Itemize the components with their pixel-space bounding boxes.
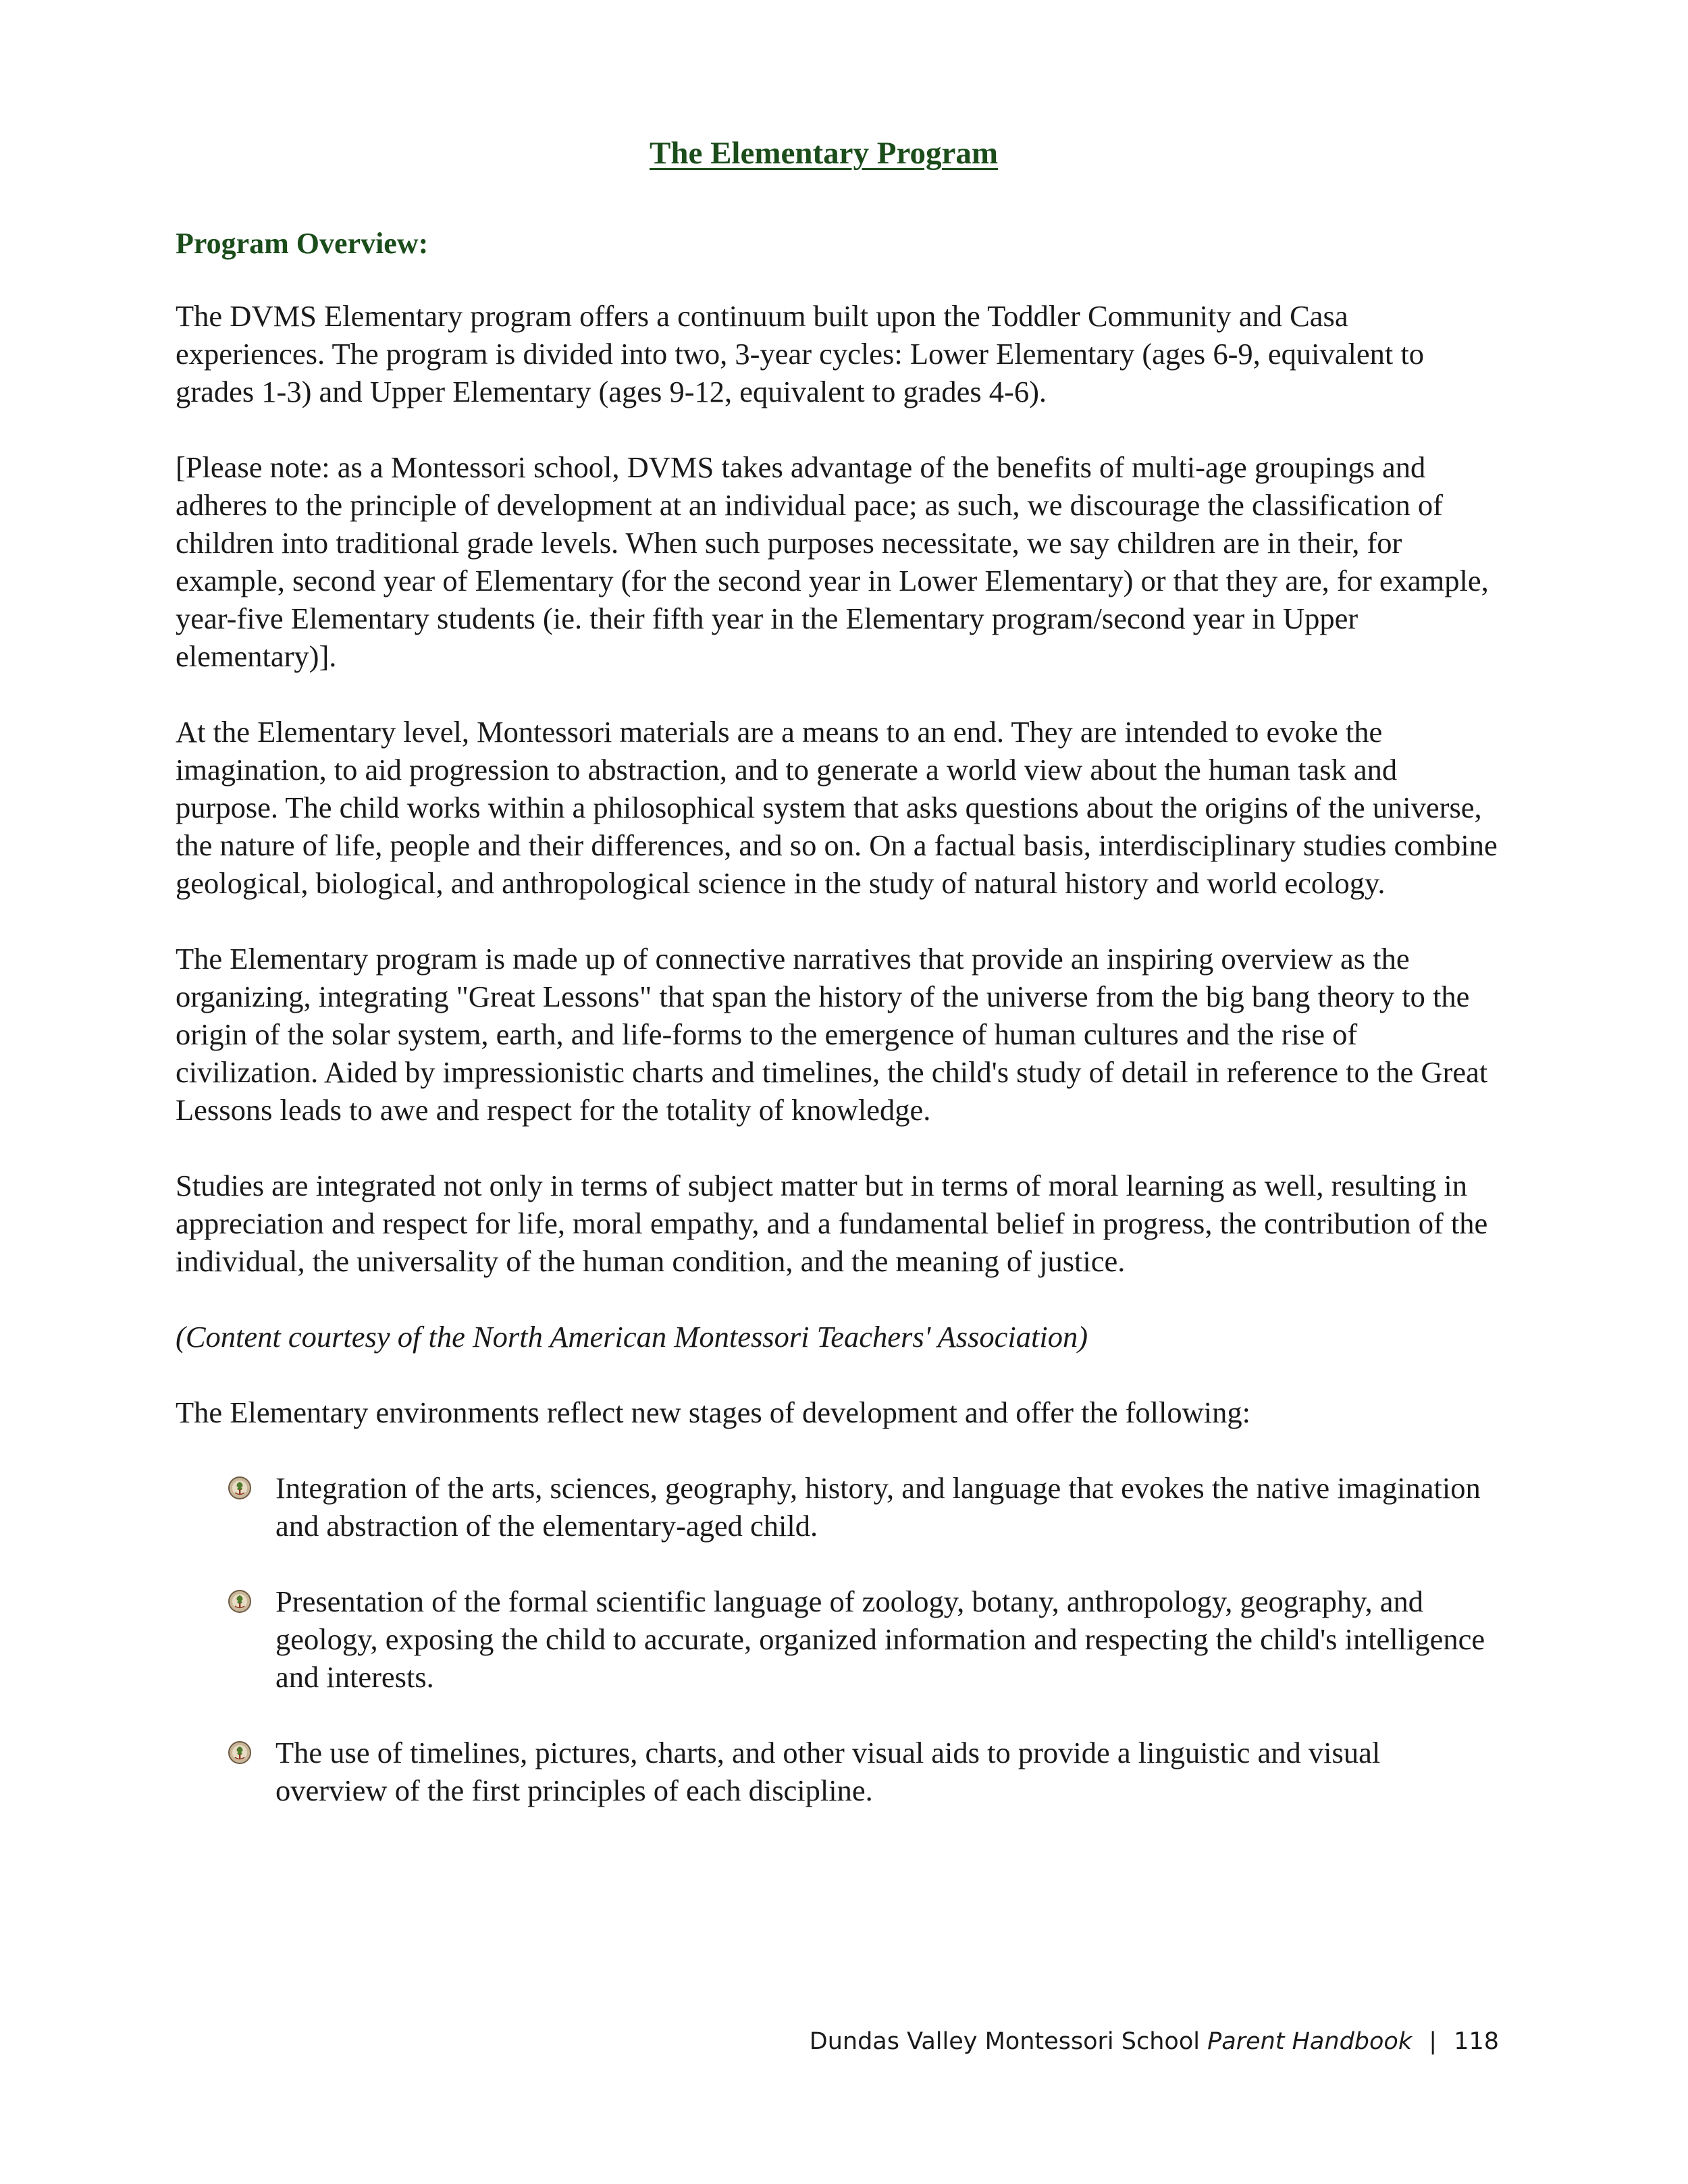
section-heading: Program Overview: xyxy=(176,227,429,260)
page-title: The Elementary Program xyxy=(649,136,998,171)
footer-separator: | xyxy=(1429,2028,1438,2055)
footer-publication: Parent Handbook xyxy=(1207,2028,1413,2055)
page-footer xyxy=(176,2028,1499,2055)
document-body xyxy=(176,297,1499,1847)
list-item xyxy=(176,1469,1499,1545)
bullet-list xyxy=(176,1469,1499,1809)
list-intro: The Elementary environments reflect new stages of development and offer the following: xyxy=(176,1395,1250,1429)
globe-tree-bullet-icon xyxy=(228,1589,252,1614)
paragraph: The DVMS Elementary program offers a continuum built upon the Toddler Community and Casa experiences. The program is divided into two, 3-year cycles: Lower Elementary (ages 6-9, equivalent to grades 1-3) and Upper Elementary (ages 9-12, equivalent to grades 4-6). xyxy=(176,299,1424,408)
page-number: 118 xyxy=(1454,2028,1499,2055)
list-item-text: Presentation of the formal scientific language of zoology, botany, anthropology, geography, and geology, exposing the child to accurate, organized information and respecting the child's intelligence and interests. xyxy=(275,1584,1485,1694)
credit-line: (Content courtesy of the North American Montessori Teachers' Association) xyxy=(176,1320,1088,1354)
paragraph: [Please note: as a Montessori school, DVMS takes advantage of the benefits of multi-age groupings and adheres to the principle of development at an individual pace; as such, we discourage the classification of children into traditional grade levels. When such purposes necessitate, we say children are in their, for example, second year of Elementary (for the second year in Lower Elementary) or that they are, for example, year-five Elementary students (ie. their fifth year in the Elementary program/second year in Upper elementary)]. xyxy=(176,450,1489,673)
list-item xyxy=(176,1582,1499,1696)
paragraph: Studies are integrated not only in terms of subject matter but in terms of moral learning as well, resulting in appreciation and respect for life, moral empathy, and a fundamental belief in progress, the contribution of the individual, the universality of the human condition, and the meaning of justice. xyxy=(176,1169,1488,1278)
globe-tree-bullet-icon xyxy=(228,1740,252,1765)
list-item xyxy=(176,1734,1499,1809)
paragraph: At the Elementary level, Montessori materials are a means to an end. They are intended to evoke the imagination, to aid progression to abstraction, and to generate a world view about the human task and purpose. The child works within a philosophical system that asks questions about the origins of the universe, the nature of life, people and their differences, and so on. On a factual basis, interdisciplinary studies combine geological, biological, and anthropological science in the study of natural history and world ecology. xyxy=(176,715,1498,900)
globe-tree-bullet-icon xyxy=(228,1476,252,1500)
list-item-text: Integration of the arts, sciences, geography, history, and language that evokes the native imagination and abstraction of the elementary-aged child. xyxy=(275,1471,1481,1543)
paragraph: The Elementary program is made up of connective narratives that provide an inspiring overview as the organizing, integrating "Great Lessons" that span the history of the universe from the big bang theory to the origin of the solar system, earth, and life-forms to the emergence of human cultures and the rise of civilization. Aided by impressionistic charts and timelines, the child's study of detail in reference to the Great Lessons leads to awe and respect for the totality of knowledge. xyxy=(176,942,1488,1127)
list-item-text: The use of timelines, pictures, charts, and other visual aids to provide a linguistic and visual overview of the first principles of each discipline. xyxy=(275,1736,1381,1807)
document-page xyxy=(176,0,1499,2184)
footer-school: Dundas Valley Montessori School xyxy=(809,2028,1200,2055)
